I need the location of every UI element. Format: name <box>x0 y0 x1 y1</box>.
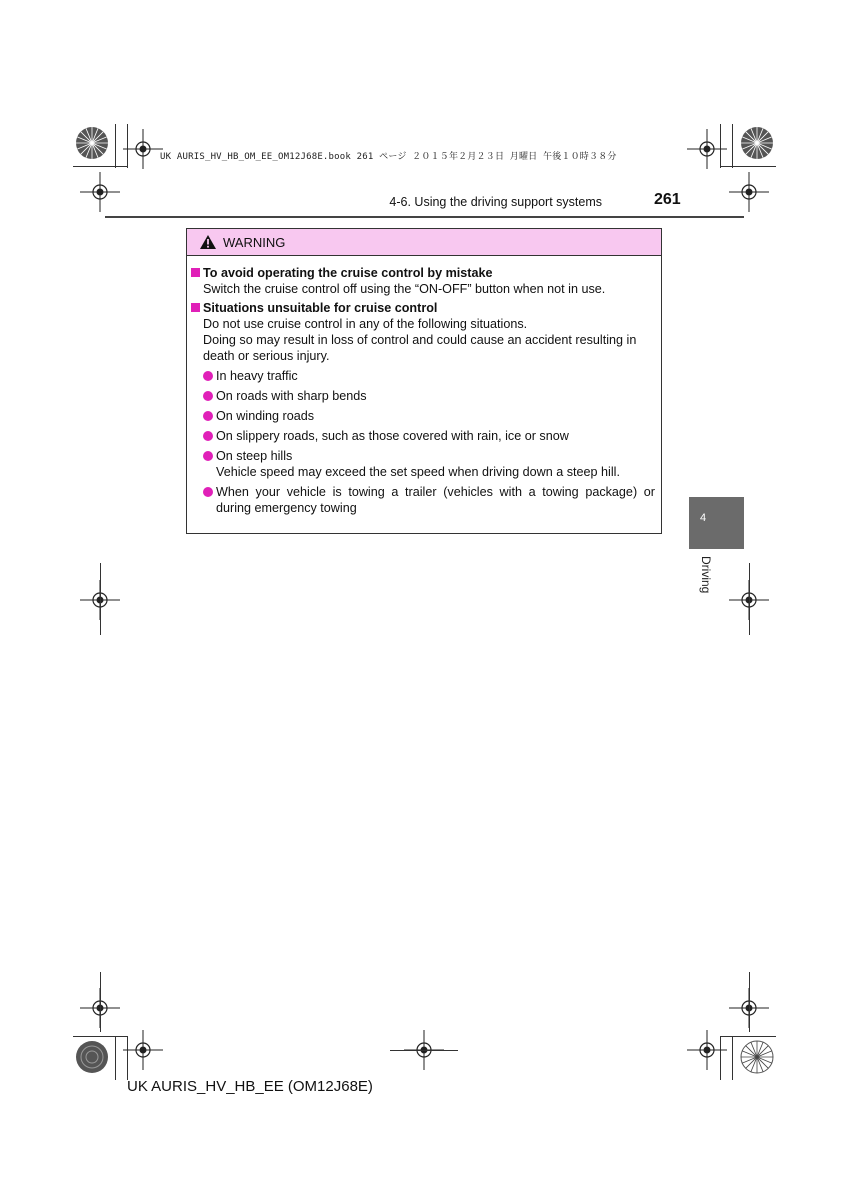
warning-box <box>186 228 662 534</box>
list-item-text: On roads with sharp bends <box>216 389 367 403</box>
registration-mark-icon <box>123 1030 163 1070</box>
color-rosette-icon <box>740 126 774 160</box>
topic-paragraph: Do not use cruise control in any of the following situations. <box>203 317 528 331</box>
color-rosette-icon <box>740 1040 774 1074</box>
list-item-text: On steep hills <box>216 449 293 463</box>
footer-model-code: UK AURIS_HV_HB_EE (OM12J68E) <box>127 1078 373 1095</box>
list-item-content <box>216 448 620 480</box>
warning-title: WARNING <box>223 234 286 250</box>
registration-mark-icon <box>80 172 120 212</box>
section-title: 4-6. Using the driving support systems <box>389 195 602 209</box>
list-item-text: In heavy traffic <box>216 369 298 383</box>
crop-line <box>749 972 750 1032</box>
list-item-text: On slippery roads, such as those covered with rain, ice or snow <box>216 429 569 443</box>
registration-mark-icon <box>687 1030 727 1070</box>
header-rule <box>105 216 744 218</box>
list-item-text: When your vehicle is towing a trailer (vehicles with a towing package) or during emergency towing <box>216 485 655 515</box>
list-item <box>203 408 655 424</box>
topic-heading <box>191 300 655 316</box>
crop-line <box>732 124 733 168</box>
warning-header <box>187 229 661 256</box>
crop-line <box>749 563 750 635</box>
list-item <box>203 368 655 384</box>
crop-line <box>115 124 116 168</box>
warning-body <box>187 256 661 516</box>
file-header: UK AURIS_HV_HB_OM_EE_OM12J68E.book 261 ページ ２０１５年２月２３日 月曜日 午後１０時３８分 <box>160 152 617 162</box>
situation-list <box>191 368 655 516</box>
square-bullet-icon <box>191 268 200 277</box>
chapter-tab <box>689 497 744 549</box>
topic-paragraph: Switch the cruise control off using the “ON-OFF” button when not in use. <box>203 282 606 296</box>
list-item-text: On winding roads <box>216 409 315 423</box>
square-bullet-icon <box>191 303 200 312</box>
color-rosette-icon <box>75 1040 109 1074</box>
crop-line <box>720 166 776 167</box>
crop-line <box>100 972 101 1032</box>
list-item <box>203 484 655 516</box>
circle-bullet-icon <box>203 451 213 461</box>
crop-line <box>100 563 101 635</box>
registration-mark-icon <box>729 172 769 212</box>
circle-bullet-icon <box>203 431 213 441</box>
warning-triangle-icon <box>199 234 217 250</box>
page-number: 261 <box>654 191 681 208</box>
crop-line <box>390 1050 458 1051</box>
topic-paragraph: Doing so may result in loss of control and could cause an accident resulting in death or serious injury. <box>203 333 637 363</box>
circle-bullet-icon <box>203 391 213 401</box>
chapter-number: 4 <box>700 512 707 524</box>
topic-title: Situations unsuitable for cruise control <box>203 301 438 315</box>
topic-heading <box>191 265 655 281</box>
crop-line <box>720 1036 776 1037</box>
list-item <box>203 448 655 480</box>
list-item-note: Vehicle speed may exceed the set speed when driving down a steep hill. <box>216 465 620 479</box>
crop-line <box>73 166 128 167</box>
circle-bullet-icon <box>203 487 213 497</box>
registration-mark-icon <box>123 129 163 169</box>
color-rosette-icon <box>75 126 109 160</box>
list-item <box>203 388 655 404</box>
crop-line <box>732 1036 733 1080</box>
topic-title: To avoid operating the cruise control by mistake <box>203 266 493 280</box>
list-item <box>203 428 655 444</box>
chapter-label: Driving <box>699 556 713 594</box>
registration-mark-icon <box>687 129 727 169</box>
crop-line <box>115 1036 116 1080</box>
circle-bullet-icon <box>203 371 213 381</box>
crop-line <box>73 1036 128 1037</box>
circle-bullet-icon <box>203 411 213 421</box>
